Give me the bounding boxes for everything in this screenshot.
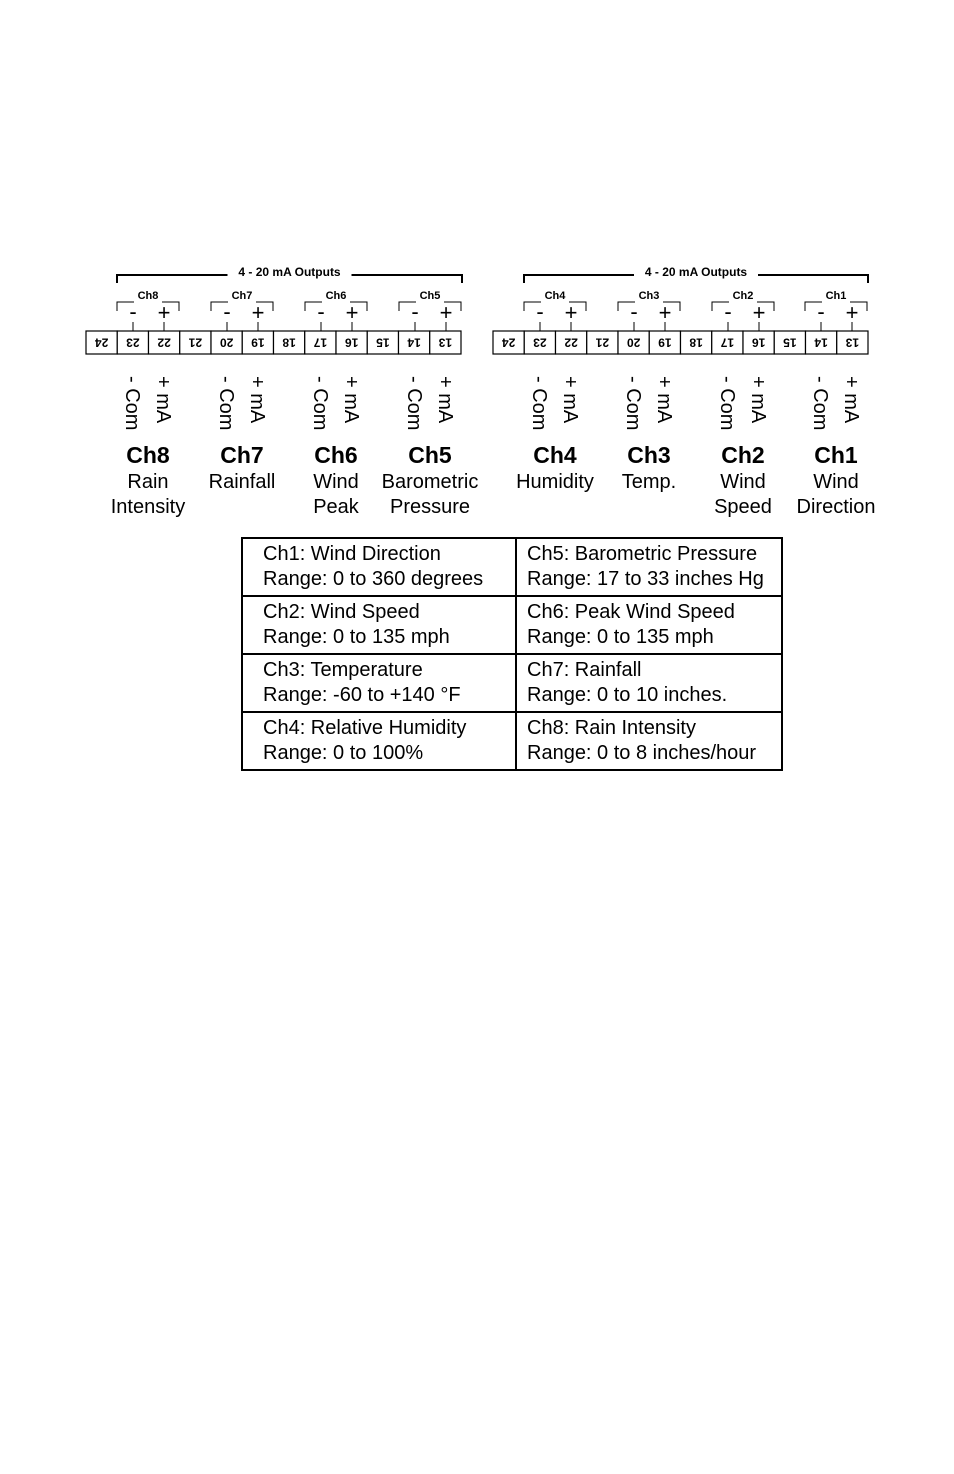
channel-description: Wind <box>313 471 359 493</box>
terminal-number: 18 <box>282 335 296 350</box>
terminal-number: 15 <box>783 335 797 350</box>
terminal-number: 16 <box>344 335 359 350</box>
terminal-number: 15 <box>376 335 390 350</box>
terminal-number: 18 <box>689 335 703 350</box>
ma-label: + mA <box>559 376 581 424</box>
terminal-number: 14 <box>407 335 421 350</box>
minus-sign: - <box>724 299 732 324</box>
channel-ch4 <box>516 287 594 493</box>
channel-description: Barometric <box>381 471 479 493</box>
plus-sign: + <box>752 300 766 325</box>
range-cell <box>242 538 516 596</box>
channel-description: Rainfall <box>208 471 276 493</box>
terminal-number: 20 <box>626 335 641 350</box>
minus-sign: - <box>817 299 825 324</box>
range-cell <box>242 654 516 712</box>
range-cell-range: Range: 0 to 100% <box>263 742 424 764</box>
channel-small-label: Ch2 <box>732 290 754 302</box>
range-cell-range: Range: 0 to 135 mph <box>263 626 450 648</box>
ma-label: + mA <box>653 376 675 424</box>
com-label: - Com <box>716 376 738 431</box>
channel-small-label: Ch7 <box>231 290 253 302</box>
ma-label: + mA <box>840 376 862 424</box>
channel-ch7 <box>209 287 276 493</box>
com-label: - Com <box>809 376 831 431</box>
com-label: - Com <box>309 376 331 431</box>
channel-name: Ch8 <box>126 442 170 468</box>
plus-sign: + <box>658 300 672 325</box>
channel-small-label: Ch4 <box>544 290 566 302</box>
terminal-number: 17 <box>313 335 328 350</box>
range-cell <box>516 654 782 712</box>
terminal-number: 21 <box>188 335 203 350</box>
bank-title: 4 - 20 mA Outputs <box>238 265 341 279</box>
minus-sign: - <box>536 299 544 324</box>
terminal-number: 23 <box>533 335 547 350</box>
terminal-number: 24 <box>501 335 516 350</box>
minus-sign: - <box>630 299 638 324</box>
channel-description: Wind <box>813 471 859 493</box>
range-cell-title: Ch4: Relative Humidity <box>263 717 467 739</box>
range-cell-title: Ch7: Rainfall <box>527 659 642 681</box>
channel-ch2 <box>712 287 774 518</box>
range-cell-range: Range: 0 to 8 inches/hour <box>527 742 757 764</box>
plus-sign: + <box>251 300 265 325</box>
range-cell <box>516 712 782 770</box>
terminal-number: 21 <box>595 335 610 350</box>
channel-description: Peak <box>313 496 359 518</box>
range-cell <box>516 538 782 596</box>
terminal-number: 16 <box>751 335 766 350</box>
channel-description: Direction <box>796 496 876 518</box>
com-label: - Com <box>215 376 237 431</box>
range-cell-title: Ch5: Barometric Pressure <box>527 543 758 565</box>
minus-sign: - <box>129 299 137 324</box>
output-bank-1 <box>86 265 478 518</box>
range-cell-title: Ch8: Rain Intensity <box>527 717 696 739</box>
terminal-number: 14 <box>814 335 828 350</box>
channel-description: Temp. <box>621 471 677 493</box>
ma-label: + mA <box>152 376 174 424</box>
terminal-number: 22 <box>157 335 171 350</box>
channel-description: Wind <box>720 471 766 493</box>
minus-sign: - <box>317 299 325 324</box>
channel-description: Rain <box>127 471 169 493</box>
range-cell-range: Range: 0 to 10 inches. <box>527 684 728 706</box>
com-label: - Com <box>528 376 550 431</box>
channel-name: Ch6 <box>314 442 358 468</box>
ma-label: + mA <box>340 376 362 424</box>
range-cell-title: Ch2: Wind Speed <box>263 601 420 623</box>
range-cell-range: Range: -60 to +140 °F <box>263 684 461 706</box>
channel-name: Ch5 <box>408 442 452 468</box>
channel-name: Ch1 <box>814 442 858 468</box>
range-cell-title: Ch1: Wind Direction <box>263 543 441 565</box>
output-bank-2 <box>493 265 875 518</box>
terminal-number: 24 <box>94 335 109 350</box>
bank-title: 4 - 20 mA Outputs <box>644 265 748 279</box>
com-label: - Com <box>622 376 644 431</box>
range-cell-title: Ch6: Peak Wind Speed <box>527 601 735 623</box>
plus-sign: + <box>845 300 859 325</box>
range-cell <box>242 596 516 654</box>
table-row <box>242 712 782 770</box>
terminal-number: 13 <box>845 335 860 350</box>
plus-sign: + <box>439 300 453 325</box>
channel-range-table <box>241 537 783 771</box>
minus-sign: - <box>223 299 231 324</box>
channel-small-label: Ch6 <box>325 290 347 302</box>
plus-sign: + <box>345 300 359 325</box>
channel-ch8 <box>111 287 185 518</box>
minus-sign: - <box>411 299 419 324</box>
terminal-number: 23 <box>126 335 140 350</box>
channel-ch1 <box>797 287 876 518</box>
channel-description: Intensity <box>110 496 186 518</box>
terminal-number: 19 <box>658 335 672 350</box>
channel-name: Ch4 <box>533 442 577 468</box>
channel-small-label: Ch8 <box>137 290 159 302</box>
channel-description: Speed <box>714 496 772 518</box>
com-label: - Com <box>403 376 425 431</box>
channel-description: Humidity <box>516 471 594 493</box>
com-label: - Com <box>121 376 143 431</box>
terminal-number: 22 <box>564 335 578 350</box>
range-cell <box>242 712 516 770</box>
terminal-number: 20 <box>219 335 234 350</box>
terminal-wiring-diagram <box>0 0 954 530</box>
plus-sign: + <box>564 300 578 325</box>
range-cell-range: Range: 0 to 135 mph <box>527 626 714 648</box>
channel-name: Ch3 <box>627 442 671 468</box>
ma-label: + mA <box>434 376 456 424</box>
channel-name: Ch7 <box>220 442 264 468</box>
channel-small-label: Ch1 <box>825 290 847 302</box>
terminal-number: 19 <box>251 335 265 350</box>
table-row <box>242 538 782 596</box>
channel-name: Ch2 <box>721 442 765 468</box>
table-row <box>242 654 782 712</box>
channel-ch3 <box>618 287 680 493</box>
table-row <box>242 596 782 654</box>
terminal-number: 13 <box>438 335 453 350</box>
range-cell-title: Ch3: Temperature <box>263 659 423 681</box>
channel-ch6 <box>305 287 367 518</box>
range-cell-range: Range: 17 to 33 inches Hg <box>527 568 764 590</box>
terminal-number: 17 <box>720 335 735 350</box>
range-cell-range: Range: 0 to 360 degrees <box>263 568 484 590</box>
plus-sign: + <box>157 300 171 325</box>
channel-small-label: Ch5 <box>419 290 441 302</box>
channel-ch5 <box>382 287 479 518</box>
range-cell <box>516 596 782 654</box>
ma-label: + mA <box>246 376 268 424</box>
ma-label: + mA <box>747 376 769 424</box>
channel-small-label: Ch3 <box>638 290 660 302</box>
channel-description: Pressure <box>389 496 471 518</box>
